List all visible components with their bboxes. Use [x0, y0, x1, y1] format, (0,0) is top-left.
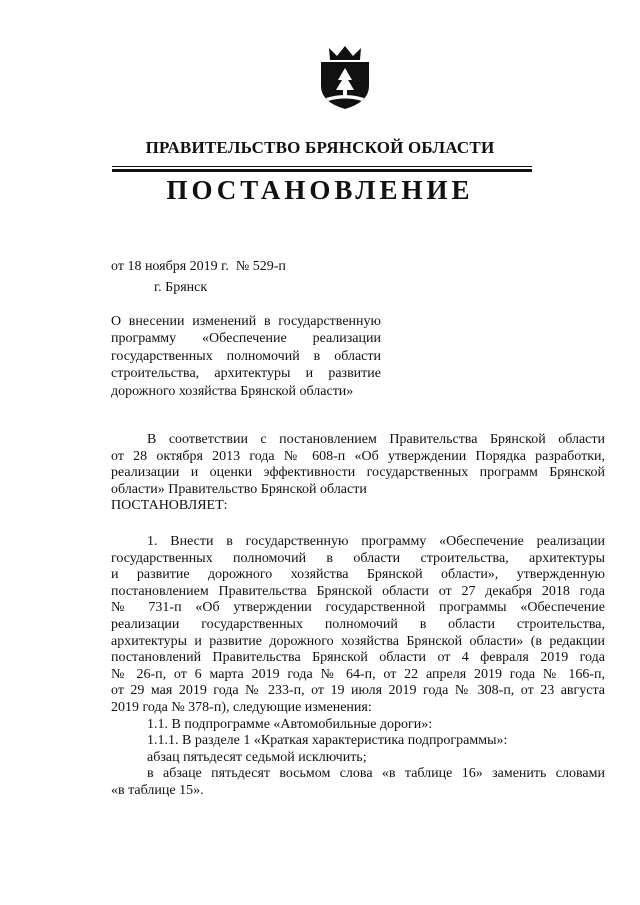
subject-line: О внесении изменений в государственную [111, 314, 381, 329]
item1-line: и развитие дорожного хозяйства Брянской области», утвержденную [111, 567, 605, 583]
subject-line: строительства, архитектуры и развитие [111, 366, 381, 382]
amendment-replace-words: в абзаце пятьдесят восьмом слова «в таблице 16» заменить словами [147, 766, 605, 782]
preamble-line: реализации и оценки эффективности государственных программ Брянской [111, 465, 605, 481]
document-subject [111, 313, 381, 400]
header-rule-thin [112, 166, 532, 167]
preamble-line: от 28 октября 2013 года № 608-п «Об утверждении Порядка разработки, [111, 448, 605, 464]
subject-line: программу «Обеспечение реализации [111, 331, 381, 347]
paragraph-gap [111, 515, 605, 534]
item1-line: от 29 мая 2019 года № 233-п, от 19 июля 2019 года № 308-п, от 23 августа [111, 683, 605, 699]
preamble-line: В соответствии с постановлением Правительства Брянской области [147, 432, 605, 447]
date-prefix: от [111, 259, 124, 274]
subject-line: дорожного хозяйства Брянской области» [111, 383, 354, 399]
subitem-1-1: 1.1. В подпрограмме «Автомобильные дороги»: [147, 716, 433, 732]
item1-line: реализации государственных полномочий в области строительства, [111, 616, 605, 632]
item1-line: постановлением Правительства Брянской области от 27 декабря 2018 года [111, 583, 605, 599]
item1-line: постановлений Правительства Брянской области от 4 февраля 2019 года [111, 650, 605, 666]
bryansk-coat-of-arms-icon [316, 42, 374, 110]
subitem-1-1-1: 1.1.1. В разделе 1 «Краткая характеристика подпрограммы»: [147, 733, 508, 749]
number-sign: № [235, 259, 250, 274]
document-type: ПОСТАНОВЛЕНИЕ [166, 175, 474, 205]
decree-word: ПОСТАНОВЛЯЕТ: [111, 498, 228, 514]
subject-line: государственных полномочий в области [111, 348, 381, 364]
date-number-line [111, 259, 286, 275]
amendment-delete-paragraph: абзац пятьдесят седьмой исключить; [147, 749, 367, 765]
preamble-line: области» Правительство Брянской области [111, 481, 367, 497]
item1-line: 1. Внести в государственную программу «Обеспечение реализации [147, 533, 605, 549]
document-body [111, 432, 605, 799]
item1-line: 2019 года № 378-п), следующие изменения: [111, 699, 372, 715]
document-number: 529-п [252, 259, 286, 274]
item1-line: № 731-п «Об утверждении государственной программы «Обеспечение [111, 600, 605, 616]
government-title: ПРАВИТЕЛЬСТВО БРЯНСКОЙ ОБЛАСТИ [145, 138, 495, 157]
document-city: г. Брянск [154, 280, 208, 295]
item1-line: государственных полномочий в области строительства, архитектуры [111, 550, 605, 566]
document-date: 18 ноября 2019 г. [127, 259, 229, 274]
item1-line: архитектуры и развитие дорожного хозяйства Брянской области» (в редакции [111, 633, 605, 649]
item1-line: № 26-п, от 6 марта 2019 года № 64-п, от 22 апреля 2019 года № 166-п, [111, 666, 605, 682]
amendment-replace-words-end: «в таблице 15». [111, 782, 204, 798]
header-rule-thick [112, 169, 532, 172]
